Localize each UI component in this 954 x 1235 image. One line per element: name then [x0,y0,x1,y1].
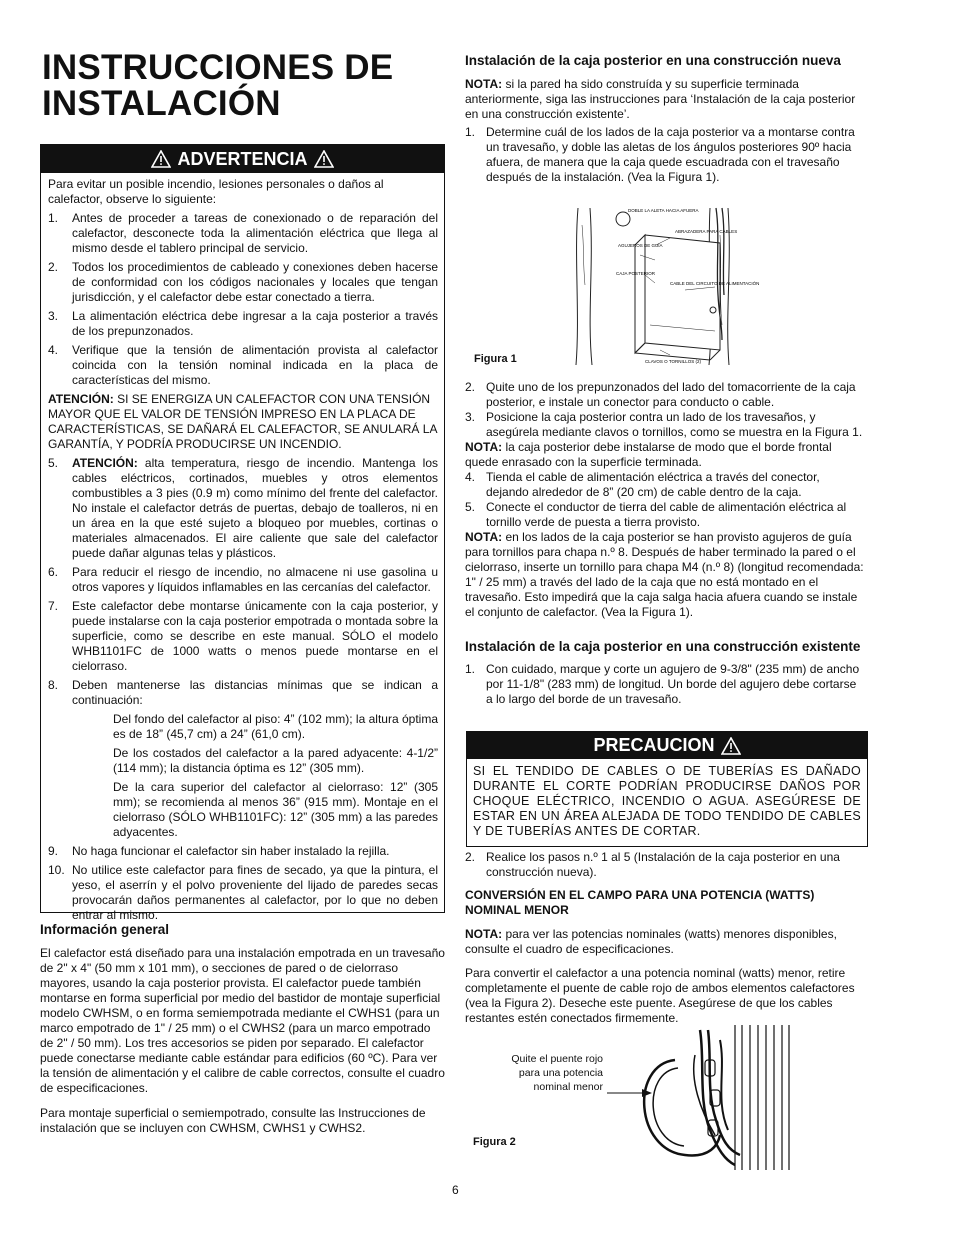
new-construction-section [465,53,860,185]
general-info-section [40,922,445,1136]
callout-fold: DOBLE LA ALETA HACIA AFUERA [628,208,699,213]
warning-item: 2. Todos los procedimientos de cableado y conexiones deben hacerse de conformidad con los códigos nacionales y locales que tengan jurisdicción, y el calefactor debe estar conectado a tierra. [48,260,438,304]
page-number: 6 [452,1183,459,1197]
figure-2-illustration [470,1020,795,1180]
figure-1-illustration [470,205,860,370]
caution-header [467,732,867,759]
conversion-nota: NOTA: para ver las potencias nominales (watts) menores disponibles, consulte el cuadro de especificaciones. [465,927,837,956]
warning-body [41,173,444,923]
existing-construction-heading: Instalación de la caja posterior en una construcción existente [465,639,861,654]
warning-item: 8. Deben mantenerse las distancias mínimas que se indican a continuación: [48,678,438,707]
callout-clamp: ABRAZADERA PARA CABLES [675,229,738,234]
step-item: 5. Conecte el conductor de tierra del cable de alimentación eléctrica al tornillo verde de puesta a tierra provisto. [465,500,847,529]
clearance-ceiling: De la cara superior del calefactor al cielorraso: 12” (305 mm); se recomienda al menos 36” (915 mm). Montaje en el cielorraso (SÓLO WHB1101FC): 12” (305 mm) a las paredes adyacentes. [113,780,438,839]
figure-2-callout: Quite el puente rojo para una potencia nominal menor [511,1053,603,1093]
nota-3: NOTA: en los lados de la caja posterior se han provisto agujeros de guía para tornillos para chapa n.º 8. Después de haber terminado la pared o el cielorraso, inserte un tornillo para chapa M4 (n.º 8) (longitud recomendada: 1" / 25 mm) a través del lado de la caja que no está montado en el travesaño. Esto impedirá que la caja salga hacia afuera cuando se instale el conjunto de calefactor. (Vea la Figura 1). [465,530,864,619]
figure-2-label: Figura 2 [473,1136,516,1148]
callout-cable: CABLE DEL CIRCUITO DE ALIMENTACIÓN [670,281,760,286]
caution-box [466,731,868,847]
attention-note: ATENCIÓN: SI SE ENERGIZA UN CALEFACTOR CON UNA TENSIÓN MAYOR QUE EL VALOR DE TENSIÓN IMPRESO EN LA PLACA DE CARACTERÍSTICAS, SE DAÑARÁ EL CALEFACTOR, SE ANULARÁ LA GARANTÍA, Y PODRÍA PRODUCIRSE UN INCENDIO. [48,392,437,451]
existing-construction-section [465,639,865,707]
new-construction-steps [465,380,865,620]
nota-2: NOTA: la caja posterior debe instalarse de modo que el borde frontal quede enrasado con la superficie terminada. [465,440,832,469]
caution-text: SI EL TENDIDO DE CABLES O DE TUBERÍAS ES DAÑADO DURANTE EL CORTE PODRÍAN PRODUCIRSE DAÑOS POR CHOQUE ELÉCTRICO, INCENDIO O AGUA. ASEGÚRESE DE ESTAR EN UN ÁREA ALEJADA DE TODO TENDIDO DE CABLES Y DE TUBERÍAS ANTES DE CORTAR. [473,764,861,838]
page-title: INSTRUCCIONES DE INSTALACIÓN [42,48,394,123]
warning-item: 5. ATENCIÓN: alta temperatura, riesgo de incendio. Mantenga los cables eléctricos, cortinados, muebles y otros elementos combustibles a 3 pies (0.9 m) como mínimo del frente del calefactor. No instale el calefactor detrás de puertas, debajo de toalleros, ni en un área en la que esté sujeto a bloqueo por muebles, cortinas o materiales almacenados. El aire caliente que sale del calefactor puede dañar algunas telas y plásticos. [48,456,438,560]
conversion-heading: CONVERSIÓN EN EL CAMPO PARA UNA POTENCIA (WATTS) NOMINAL MENOR [465,888,815,917]
conversion-p1: Para convertir el calefactor a una potencia nominal (watts) menor, retire completamente el puente de cable rojo de ambos elementos calefactores (vea la Figura 2). Deseche este puente. Asegúrese de que los cables restantes estén conectados firmemente. [465,966,855,1025]
warning-box [40,144,445,922]
warning-item: 9. No haga funcionar el calefactor sin haber instalado la rejilla. [48,844,390,858]
warning-intro: Para evitar un posible incendio, lesiones personales o daños al calefactor, observe lo siguiente: [48,177,384,206]
general-info-heading: Información general [40,922,170,937]
warning-item: 10. No utilice este calefactor para fines de secado, ya que la pintura, el yeso, el aserrín y el polvo proveniente del lijado de paredes secas provocarán daños permanentes al calefactor, por lo que no deben entrar al mismo. [48,863,438,922]
general-info-p1: El calefactor está diseñado para una instalación empotrada en un travesaño de 2" x 4" (50 mm x 101 mm), o secciones de pared o de cielorraso mayores, usando la caja posterior provista. El calefactor puede también montarse en forma superficial por medio del bastidor de montaje superficial modelo CWHSM, o en forma semiempotrada mediante el CWHS1 (para un marco empotrado de 1" / 25 mm) o el CWHS2 (para un marco empotrado de 2" / 50 mm). Los tres accesorios se piden por separado. El calefactor puede conectarse mediante cable estándar para edificios (60 ºC). Para ver la tensión de alimentación y el calibre de cable correctos, consulte el cuadro de especificaciones. [40,946,445,1095]
figure-1 [470,205,860,370]
warning-item: 4. Verifique que la tensión de alimentación provista al calefactor coincida con la tensión nominal indicada en la placa de características del mismo. [48,343,438,387]
warning-triangle-icon [721,737,741,755]
clearance-floor: Del fondo del calefactor al piso: 4” (102 mm); la altura óptima es de 18” (45,7 cm) a 24” (61,0 cm). [113,712,438,741]
step-item: 2. Realice los pasos n.º 1 al 5 (Instalación de la caja posterior en una construcción nueva). [465,850,840,879]
step-item: 2. Quite uno de los prepunzonados del lado del tomacorriente de la caja posterior, e instale un conector para conducto o cable. [465,380,856,409]
step-item: 1. Determine cuál de los lados de la caja posterior va a montarse contra un travesaño, y doble las aletas de los ángulos posteriores 90º hacia afuera, de manera que la caja quede escuadrada con el travesaño después de la instalación. (Vea la Figura 1). [465,125,855,184]
new-construction-heading: Instalación de la caja posterior en una construcción nueva [465,53,841,68]
callout-holes: AGUJEROS DE GUÍA [618,243,663,248]
conversion-section [465,850,865,1026]
step-item: 3. Posicione la caja posterior contra un lado de los travesaños, y asegúrela mediante clavos o tornillos, como se muestra en la Figura 1. [465,410,863,439]
callout-box: CAJA POSTERIOR [616,271,656,276]
warning-triangle-icon [151,150,171,168]
caution-heading: PRECAUCION [593,735,715,755]
figure-1-label: Figura 1 [474,353,517,365]
figure-2 [470,1020,795,1180]
warning-item: 6. Para reducir el riesgo de incendio, no almacene ni use gasolina u otros vapores y líquidos inflamables en las cercanías del calefactor. [48,565,438,594]
warning-triangle-icon [314,150,334,168]
warning-header [41,145,444,173]
warning-item: 7. Este calefactor debe montarse únicamente con la caja posterior, y puede instalarse con la caja posterior empotrada o montada sobre la superficie, como se describe en este manual. SÓLO el modelo WHB1101FC de 1000 watts o menos puede montarse en el cielorraso. [48,599,438,673]
step-item: 4. Tienda el cable de alimentación eléctrica a través del conector, dejando alrededor de 8” (20 cm) de cable dentro de la caja. [465,470,820,499]
arrow-icon [642,1089,652,1097]
warning-item: 3. La alimentación eléctrica debe ingresar a la caja posterior a través de los prepunzonados. [48,309,438,338]
warning-item: 1. Antes de proceder a tareas de conexionado o de reparación del calefactor, desconecte toda la alimentación eléctrica que llega al mismo desde el tablero principal de servicio. [48,211,438,255]
callout-nails: CLAVOS O TORNILLOS (2) [645,359,702,364]
step-item: 1. Con cuidado, marque y corte un agujero de 9-3/8" (235 mm) de ancho por 11-1/8" (283 mm) de longitud. Un borde del agujero debe cortarse a lo largo del borde de un travesaño. [465,662,860,706]
warning-heading: ADVERTENCIA [177,148,308,169]
nota-1: NOTA: si la pared ha sido construída y su superficie terminada anteriormente, siga las instrucciones para ‘Instalación de la caja posterior en una construcción existente’. [465,77,856,121]
clearance-sides: De los costados del calefactor a la pared adyacente: 4-1/2” (114 mm); la distancia óptima es 12” (305 mm). [113,746,438,775]
general-info-p2: Para montaje superficial o semiempotrado, consulte las Instrucciones de instalación que se incluyen con CWHSM, CWHS1 y CWHS2. [40,1106,426,1135]
